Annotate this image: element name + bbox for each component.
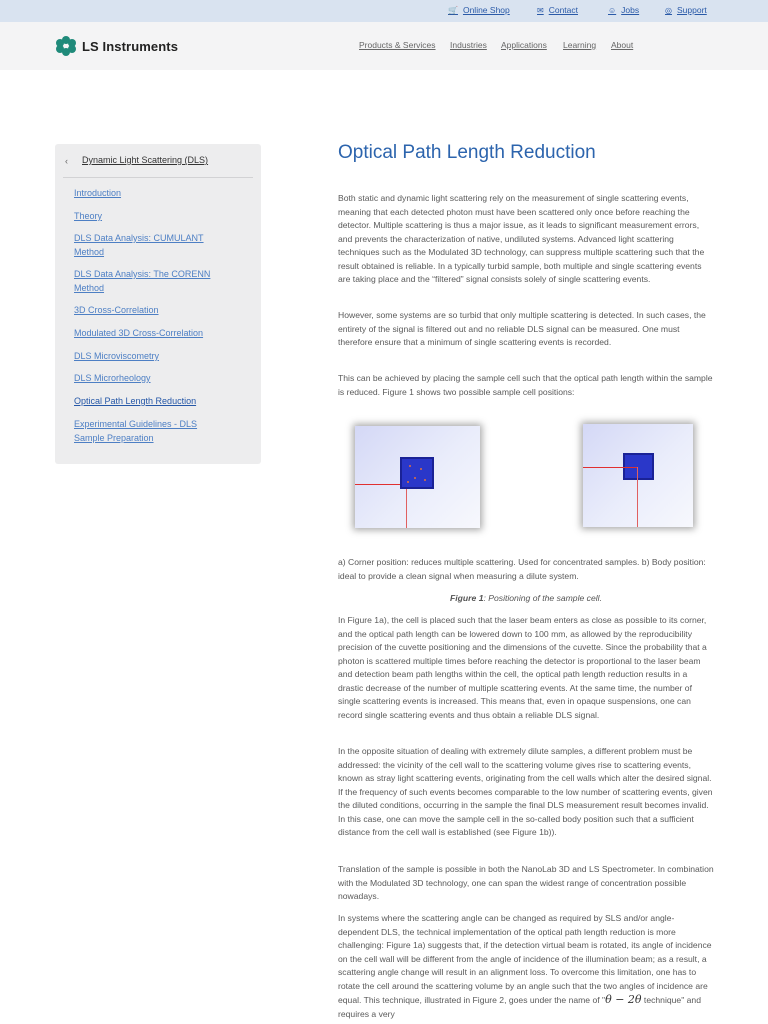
sidebar-item-modulated-3d[interactable]: Modulated 3D Cross-Correlation bbox=[74, 328, 204, 338]
figure-corner-position bbox=[355, 426, 480, 528]
support-icon: ◎ bbox=[665, 5, 672, 15]
sidebar-item-3d-cross-correlation[interactable]: 3D Cross-Correlation bbox=[74, 305, 159, 315]
sidebar-item-microrheology[interactable]: DLS Microrheology bbox=[74, 373, 151, 383]
sidebar-item-optical-path[interactable]: Optical Path Length Reduction bbox=[74, 396, 197, 406]
paragraph-intro: Both static and dynamic light scattering rely on the measurement of single scattering events, meaning that each detected photon must have been scattered only once before reaching the detector. Multiple scattering is thus a major issue, as it leads to significant measurement errors, and prevents the characterization of native, undiluted systems. Advanced light scattering techniques such as the Modulated 3D technology, can suppress multiple scattering such that the result obtained is reliable. In a typically turbid sample, both multiple and single scattering events are taking place and the “filtered” signal consists solely of single scattering events. bbox=[338, 193, 705, 284]
detection-beam bbox=[637, 467, 638, 527]
nav-industries[interactable]: Industries bbox=[450, 40, 487, 50]
logo[interactable] bbox=[56, 36, 178, 56]
nav-about[interactable]: About bbox=[611, 40, 634, 50]
figure-label: Figure 1 bbox=[450, 593, 484, 603]
sidebar-item-corenn[interactable]: DLS Data Analysis: The CORENN Method bbox=[74, 269, 211, 293]
sidebar-item-experimental-guidelines[interactable]: Experimental Guidelines - DLS Sample Preparation bbox=[74, 419, 198, 443]
chevron-left-icon[interactable]: ‹ bbox=[65, 156, 68, 166]
paragraph-corner: In Figure 1a), the cell is placed such that the laser beam enters as close as possible to its corner, and the optical path length can be lowered down to 100 mm, as allowed by the reproducibility precision of the cuvette positioning and the dimensions of the cuvette. Since the probability that a photon is scattered multiple times before reaching the detector is proportional to the laser beam and detection beam path lengths within the cell, the optical path length reduction results in a drastic decrease of the number of multiple scattering events. At the same time, the number of single scattering events is increased. This means that, even in opaque suspensions, one can record single scattering events and thus obtain a reliable DLS signal. bbox=[338, 615, 707, 720]
jobs-link[interactable] bbox=[608, 5, 639, 15]
paragraph-angle bbox=[338, 912, 714, 1021]
sidebar-item-cumulant[interactable]: DLS Data Analysis: CUMULANT Method bbox=[74, 233, 204, 257]
paragraph-placement: This can be achieved by placing the sample cell such that the optical path length within the sample is reduced. Figure 1 shows two possible sample cell positions: bbox=[338, 373, 713, 397]
sidebar-title[interactable]: Dynamic Light Scattering (DLS) bbox=[82, 155, 209, 165]
figure-title bbox=[338, 593, 714, 603]
laser-beam bbox=[583, 467, 638, 468]
detection-beam bbox=[406, 484, 407, 528]
mail-icon: ✉ bbox=[537, 5, 544, 15]
nav-learning[interactable]: Learning bbox=[563, 40, 597, 50]
figure-body-position bbox=[583, 424, 693, 527]
sidebar-item-microviscometry[interactable]: DLS Microviscometry bbox=[74, 351, 160, 361]
jobs-label: Jobs bbox=[621, 5, 640, 15]
paragraph-translation: Translation of the sample is possible in both the NanoLab 3D and LS Spectrometer. In combination with the Modulated 3D technology, one can span the widest range of concentration possible nowadays. bbox=[338, 864, 714, 901]
support-label: Support bbox=[676, 5, 707, 15]
cart-icon: 🛒 bbox=[448, 5, 458, 15]
nav-products-services[interactable]: Products & Services bbox=[359, 40, 436, 50]
logo-mark-icon bbox=[56, 36, 76, 56]
utility-bar bbox=[0, 0, 768, 22]
online-shop-link[interactable] bbox=[448, 5, 510, 15]
user-icon: ☺ bbox=[608, 5, 617, 15]
figure-text: : Positioning of the sample cell. bbox=[483, 593, 602, 603]
nav-applications[interactable]: Applications bbox=[501, 40, 547, 50]
paragraph-angle-tail: technique" and requires a very bbox=[338, 995, 701, 1019]
online-shop-label: Online Shop bbox=[462, 5, 510, 15]
logo-text: LS Instruments bbox=[82, 38, 179, 54]
sidebar-nav bbox=[55, 144, 261, 464]
sidebar-item-theory[interactable]: Theory bbox=[74, 211, 103, 221]
contact-label: Contact bbox=[548, 5, 578, 15]
paragraph-dilute: In the opposite situation of dealing with extremely dilute samples, a different problem must be addressed: the vicinity of the cell wall to the scattering volume gives rise to scattering events, known as stray light scattering events, originating from the cell walls which alter the desired signal. If the frequency of such events becomes comparable to the low number of scattering events, given the diluted conditions, occurring in the sample the final DLS measurement result becomes invalid. In this case, one can move the sample cell in the so-called body position such that a sufficient distance from the cell wall is established (see Figure 1b)). bbox=[338, 746, 713, 837]
paragraph-turbid: However, some systems are so turbid that only multiple scattering is detected. In such cases, the entirety of the signal is filtered out and no reliable DLS signal can be measured. One must therefore ensure that a minimum of single scattering events is recorded. bbox=[338, 310, 706, 347]
page-title: Optical Path Length Reduction bbox=[338, 142, 596, 163]
theta-formula: θ − 2θ bbox=[605, 993, 642, 1006]
figure-caption: a) Corner position: reduces multiple scattering. Used for concentrated samples. b) Body position: ideal to provide a clean signal when measuring a dilute system. bbox=[338, 557, 706, 581]
sidebar-item-introduction[interactable]: Introduction bbox=[74, 188, 122, 198]
sidebar-divider bbox=[63, 177, 253, 178]
support-link[interactable] bbox=[665, 5, 707, 15]
contact-link[interactable] bbox=[537, 5, 578, 15]
site-header bbox=[0, 22, 768, 70]
paragraph-angle-text: In systems where the scattering angle can be changed as required by SLS and/or angle-dependent DLS, the technical implementation of the optical path length reduction is more challenging: Figure 1a) suggests that, if the detection virtual beam is rotated, its angle of incidence on the cell wall will be different from the angle of incidence of the illumination beam; as a result, a scattering angle change will result in an alignment loss. To overcome this limitation, one has to rotate the cell around the scattering volume by an angle such that the two angles of incidence are equal. This technique, illustrated in Figure 2, goes under the name of " bbox=[338, 913, 712, 1005]
sample-cell bbox=[400, 457, 434, 489]
